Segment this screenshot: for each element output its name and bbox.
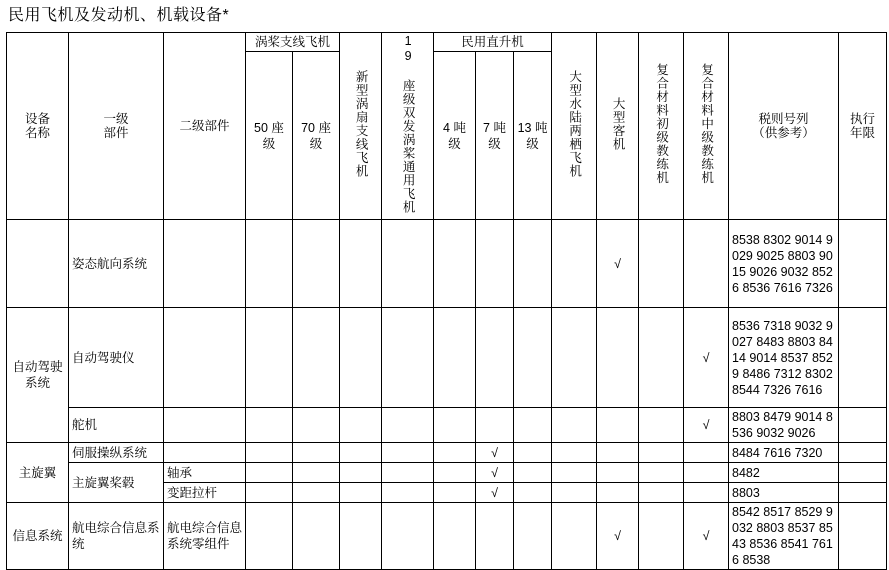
- cell-tariff-codes: 8803: [729, 483, 839, 503]
- cell-heli-7t: √: [476, 443, 514, 463]
- cell-heli-4t: [434, 443, 476, 463]
- page-title: 民用飞机及发动机、机载设备*: [8, 7, 230, 24]
- cell-secondary-part: [164, 443, 246, 463]
- cell-secondary-part: 航电综合信息系统零组件: [164, 503, 246, 570]
- cell-19-seat: [382, 308, 434, 408]
- cell-turboprop-70: [293, 503, 340, 570]
- cell-large-passenger: [597, 463, 639, 483]
- cell-tariff-codes: 8484 7616 7320: [729, 443, 839, 463]
- cell-large-passenger: [597, 408, 639, 443]
- cell-heli-13t: [514, 408, 552, 443]
- header-amphibious: 大型水陆两栖飞机: [552, 33, 597, 220]
- cell-tariff-codes: 8482: [729, 463, 839, 483]
- cell-primary-part: 航电综合信息系统: [69, 503, 164, 570]
- table-head: [7, 33, 887, 220]
- table-row: [7, 408, 887, 443]
- cell-composite-primary-trainer: [639, 463, 684, 483]
- cell-heli-4t: [434, 220, 476, 308]
- cell-heli-13t: [514, 443, 552, 463]
- cell-heli-4t: [434, 308, 476, 408]
- cell-execution-years: [839, 308, 887, 408]
- cell-primary-part: 自动驾驶仪: [69, 308, 164, 408]
- cell-composite-intermediate-trainer: √: [684, 308, 729, 408]
- header-heli-13t: 13 吨级: [514, 52, 552, 220]
- cell-turboprop-70: [293, 308, 340, 408]
- table-row: [7, 463, 887, 483]
- cell-heli-7t: [476, 503, 514, 570]
- cell-new-turbofan: [340, 463, 382, 483]
- cell-composite-intermediate-trainer: √: [684, 408, 729, 443]
- cell-amphibious: [552, 220, 597, 308]
- header-execution-years: 执行 年限: [839, 33, 887, 220]
- header-19-seat: 19 座级双发涡桨通用飞机: [382, 33, 434, 220]
- cell-execution-years: [839, 463, 887, 483]
- cell-turboprop-50: [246, 408, 293, 443]
- cell-19-seat: [382, 220, 434, 308]
- cell-turboprop-70: [293, 408, 340, 443]
- cell-tariff-codes: 8542 8517 8529 9032 8803 8537 8543 8536 8541 7616 8538: [729, 503, 839, 570]
- header-turboprop-50: 50 座级: [246, 52, 293, 220]
- cell-secondary-part: [164, 408, 246, 443]
- header-large-passenger: 大型客机: [597, 33, 639, 220]
- cell-equipment-name: [7, 220, 69, 308]
- cell-large-passenger: √: [597, 220, 639, 308]
- header-turboprop-group: 涡桨支线飞机: [246, 33, 340, 52]
- table-row: [7, 443, 887, 463]
- cell-amphibious: [552, 443, 597, 463]
- cell-composite-intermediate-trainer: [684, 443, 729, 463]
- cell-secondary-part: 变距拉杆: [164, 483, 246, 503]
- cell-new-turbofan: [340, 503, 382, 570]
- cell-execution-years: [839, 220, 887, 308]
- cell-primary-part: 伺服操纵系统: [69, 443, 164, 463]
- cell-19-seat: [382, 503, 434, 570]
- cell-tariff-codes: 8538 8302 9014 9029 9025 8803 9015 9026 9032 8526 8536 7616 7326: [729, 220, 839, 308]
- cell-secondary-part: [164, 220, 246, 308]
- cell-primary-part: 主旋翼桨毂: [69, 463, 164, 503]
- cell-new-turbofan: [340, 220, 382, 308]
- cell-19-seat: [382, 408, 434, 443]
- cell-primary-part: 姿态航向系统: [69, 220, 164, 308]
- cell-heli-4t: [434, 463, 476, 483]
- cell-tariff-codes: 8803 8479 9014 8536 9032 9026: [729, 408, 839, 443]
- cell-amphibious: [552, 463, 597, 483]
- cell-turboprop-50: [246, 443, 293, 463]
- header-equipment-name: 设备 名称: [7, 33, 69, 220]
- cell-heli-4t: [434, 503, 476, 570]
- table-body: [7, 220, 887, 570]
- cell-new-turbofan: [340, 408, 382, 443]
- cell-large-passenger: √: [597, 503, 639, 570]
- cell-secondary-part: [164, 308, 246, 408]
- cell-execution-years: [839, 443, 887, 463]
- header-composite-intermediate-trainer: 复合材料中级教练机: [684, 33, 729, 220]
- cell-secondary-part: 轴承: [164, 463, 246, 483]
- cell-execution-years: [839, 503, 887, 570]
- cell-large-passenger: [597, 308, 639, 408]
- cell-composite-primary-trainer: [639, 308, 684, 408]
- cell-heli-7t: √: [476, 463, 514, 483]
- cell-heli-7t: √: [476, 483, 514, 503]
- cell-new-turbofan: [340, 443, 382, 463]
- cell-composite-intermediate-trainer: [684, 220, 729, 308]
- cell-heli-13t: [514, 308, 552, 408]
- cell-tariff-codes: 8536 7318 9032 9027 8483 8803 8414 9014 8537 8529 8486 7312 8302 8544 7326 7616: [729, 308, 839, 408]
- cell-composite-intermediate-trainer: √: [684, 503, 729, 570]
- cell-turboprop-50: [246, 220, 293, 308]
- cell-heli-7t: [476, 220, 514, 308]
- cell-heli-13t: [514, 503, 552, 570]
- cell-turboprop-50: [246, 463, 293, 483]
- header-primary-part: 一级 部件: [69, 33, 164, 220]
- cell-heli-13t: [514, 463, 552, 483]
- cell-heli-13t: [514, 220, 552, 308]
- cell-composite-primary-trainer: [639, 220, 684, 308]
- cell-turboprop-50: [246, 503, 293, 570]
- cell-19-seat: [382, 443, 434, 463]
- cell-equipment-name: 主旋翼: [7, 443, 69, 503]
- cell-composite-primary-trainer: [639, 443, 684, 463]
- header-civil-helicopter-group: 民用直升机: [434, 33, 552, 52]
- header-new-turbofan: 新型涡扇支线飞机: [340, 33, 382, 220]
- cell-composite-intermediate-trainer: [684, 463, 729, 483]
- header-turboprop-70: 70 座级: [293, 52, 340, 220]
- cell-turboprop-50: [246, 308, 293, 408]
- cell-equipment-name: 自动驾驶系统: [7, 308, 69, 443]
- cell-composite-primary-trainer: [639, 408, 684, 443]
- equipment-table: [6, 32, 887, 570]
- cell-amphibious: [552, 308, 597, 408]
- cell-turboprop-70: [293, 463, 340, 483]
- cell-turboprop-70: [293, 220, 340, 308]
- cell-primary-part: 舵机: [69, 408, 164, 443]
- cell-heli-7t: [476, 308, 514, 408]
- cell-composite-primary-trainer: [639, 503, 684, 570]
- cell-large-passenger: [597, 443, 639, 463]
- header-row-1: [7, 33, 887, 52]
- cell-execution-years: [839, 408, 887, 443]
- header-tariff-code: 税则号列 （供参考）: [729, 33, 839, 220]
- cell-19-seat: [382, 463, 434, 483]
- cell-new-turbofan: [340, 308, 382, 408]
- cell-amphibious: [552, 408, 597, 443]
- table-row: [7, 308, 887, 408]
- header-composite-primary-trainer: 复合材料初级教练机: [639, 33, 684, 220]
- cell-turboprop-70: [293, 443, 340, 463]
- table-row: [7, 503, 887, 570]
- cell-heli-4t: [434, 408, 476, 443]
- cell-amphibious: [552, 503, 597, 570]
- header-heli-4t: 4 吨级: [434, 52, 476, 220]
- cell-heli-7t: [476, 408, 514, 443]
- table-row: [7, 220, 887, 308]
- header-heli-7t: 7 吨级: [476, 52, 514, 220]
- cell-equipment-name: 信息系统: [7, 503, 69, 570]
- header-secondary-part: 二级部件: [164, 33, 246, 220]
